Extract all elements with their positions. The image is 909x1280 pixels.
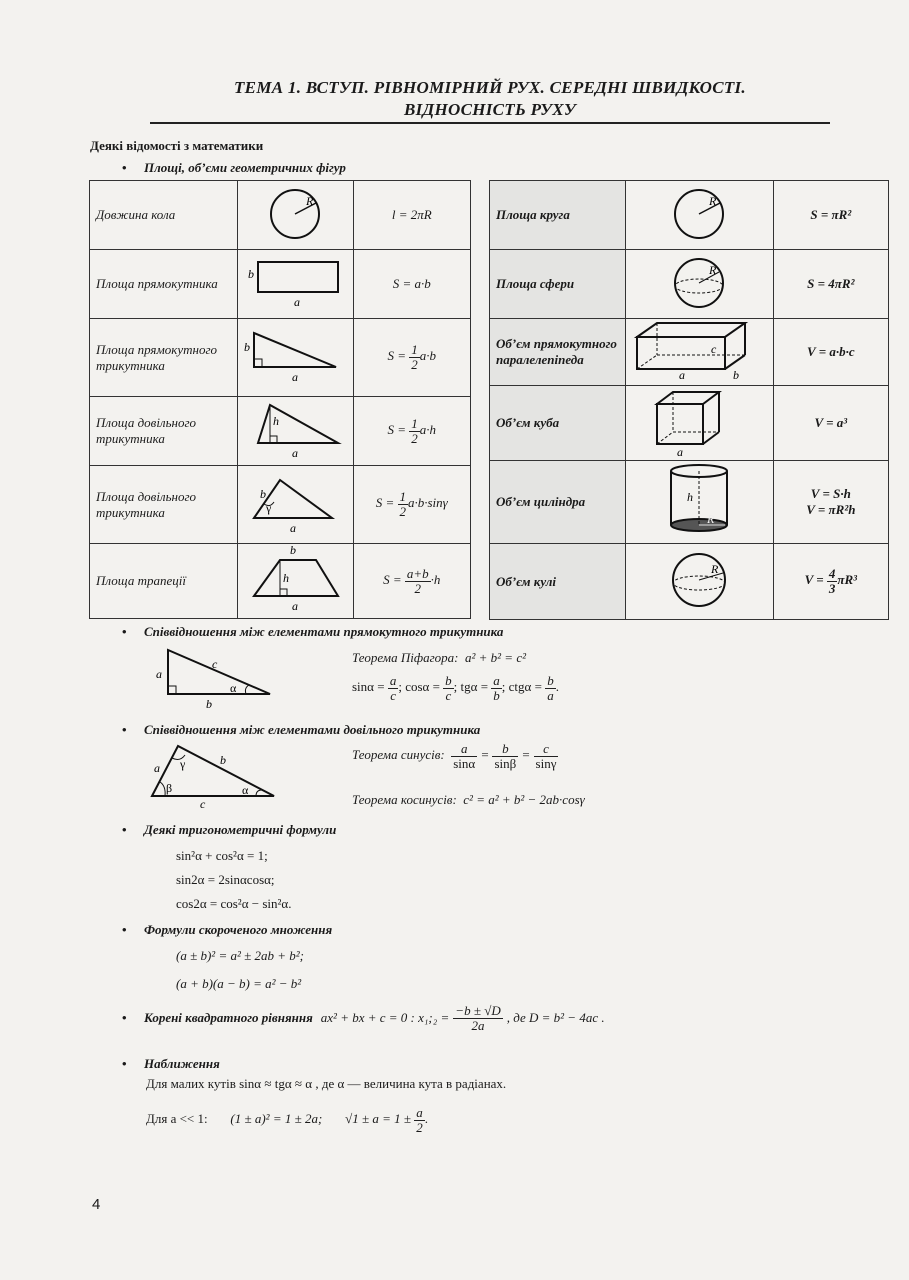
- areas-heading: • Площі, об’єми геометричних фігур: [122, 160, 346, 176]
- table-row: [490, 319, 889, 386]
- formula-part: ; tgα =: [453, 679, 489, 695]
- parallelepiped-figure: [625, 319, 773, 386]
- table-row: [90, 544, 471, 619]
- fraction: [491, 674, 502, 702]
- page-title: ТЕМА 1. ВСТУП. РІВНОМІРНИЙ РУХ. СЕРЕДНІ ШВИДКОСТІ.: [234, 78, 746, 97]
- table-row: [90, 250, 471, 319]
- fraction: [388, 674, 399, 702]
- fraction: [451, 742, 477, 770]
- table-row: [90, 466, 471, 544]
- row-name: Площа довільного трикутника: [90, 397, 238, 466]
- table-row: [90, 397, 471, 466]
- svg-text:R: R: [709, 263, 717, 277]
- row-formula: l = 2πR: [353, 181, 470, 250]
- svg-text:a: a: [156, 667, 162, 681]
- fraction: [453, 1004, 502, 1032]
- denominator: sinβ: [494, 755, 517, 771]
- numerator: 1: [411, 415, 418, 431]
- fraction: [398, 490, 409, 518]
- left-formula-table: [89, 180, 471, 619]
- numerator: 1: [399, 489, 406, 505]
- row-name: Об’єм прямокутного паралелепіпеда: [490, 319, 626, 386]
- svg-text:a: a: [292, 599, 299, 613]
- approx-line-2: [146, 1106, 428, 1134]
- svg-text:β: β: [166, 781, 173, 795]
- row-formula: [353, 466, 470, 544]
- row-name: Довжина кола: [90, 181, 238, 250]
- svg-text:h: h: [273, 414, 280, 428]
- svg-text:α: α: [242, 783, 249, 797]
- formula-part: S =: [383, 571, 405, 587]
- label: Для a << 1:: [146, 1111, 208, 1127]
- fraction: [492, 742, 518, 770]
- svg-text:h: h: [687, 490, 694, 504]
- denominator: 3: [828, 581, 836, 596]
- svg-text:b: b: [260, 486, 267, 501]
- equals: =: [480, 747, 490, 763]
- quadratic-heading: • Корені квадратного рівняння: [122, 1010, 313, 1025]
- svg-text:R: R: [711, 561, 719, 576]
- table-row: [490, 461, 889, 544]
- row-name: Об’єм куба: [490, 386, 626, 461]
- row-name: Площа довільного трикутника: [90, 466, 238, 544]
- svg-text:a: a: [292, 369, 299, 384]
- fraction: [409, 417, 420, 445]
- fraction: [443, 674, 454, 702]
- trig-formula-3: cos2α = cos²α − sin²α.: [176, 896, 292, 911]
- svg-text:b: b: [206, 697, 212, 711]
- denominator: 2: [416, 1119, 423, 1135]
- formula-part: a·h: [419, 421, 437, 437]
- denominator: b: [493, 687, 500, 703]
- svg-text:b: b: [733, 368, 740, 381]
- trig-formula-2: sin2α = 2sinαcosα;: [176, 872, 275, 887]
- cube-figure: [625, 386, 773, 461]
- table-row: [490, 250, 889, 319]
- triangle-angle-figure: [237, 466, 353, 544]
- row-name: Площа круга: [490, 181, 626, 250]
- svg-text:b: b: [290, 544, 297, 557]
- fraction: [534, 742, 559, 770]
- short-mult-formula-2: (a + b)(a − b) = a² − b²: [176, 976, 302, 991]
- row-formula: [353, 319, 470, 397]
- right-formula-table: [489, 180, 889, 620]
- denominator: sinγ: [535, 755, 557, 771]
- cosines-theorem: [352, 792, 585, 808]
- page-title-line2: ВІДНОСНІСТЬ РУХУ: [404, 100, 576, 119]
- formula-part: ·h: [430, 571, 441, 587]
- numerator: a: [389, 673, 397, 688]
- pythagoras: [352, 650, 526, 666]
- circle-figure: [237, 181, 353, 250]
- trig-heading: • Деякі тригонометричні формули: [122, 822, 336, 838]
- triangle-height-figure: [237, 397, 353, 466]
- title-underline: [150, 122, 830, 124]
- row-formula: S = πR²: [773, 181, 888, 250]
- svg-text:a: a: [290, 520, 297, 535]
- table-row: [490, 386, 889, 461]
- formula: √1 ± a = 1 ±: [345, 1111, 412, 1127]
- denominator: 2: [411, 430, 418, 446]
- formula-part: S =: [387, 348, 410, 364]
- sphere-figure: [625, 250, 773, 319]
- right-triangle-heading: • Співвідношення між елементами прямокутного трикутника: [122, 624, 503, 640]
- trapezoid-figure: [237, 544, 353, 619]
- row-name: Об’єм циліндра: [490, 461, 626, 544]
- right-triangle-figure: [237, 319, 353, 397]
- denominator: sinα: [453, 755, 476, 771]
- row-formula: [353, 544, 470, 619]
- rectangle-figure: [237, 250, 353, 319]
- formula-part: .: [555, 679, 559, 695]
- svg-text:c: c: [711, 342, 717, 356]
- trig-ratios: [352, 674, 559, 702]
- numerator: a: [451, 742, 477, 757]
- row-name: Площа прямокутника: [90, 250, 238, 319]
- formula-part: ; ctgα =: [501, 679, 542, 695]
- disc-figure: [625, 181, 773, 250]
- table-row: [90, 181, 471, 250]
- table-row: [90, 319, 471, 397]
- svg-text:R: R: [709, 194, 717, 208]
- row-name: Об’єм кулі: [490, 544, 626, 620]
- fraction: [414, 1106, 425, 1134]
- denominator: c: [445, 687, 452, 703]
- fraction: [545, 674, 556, 702]
- row-formula: [773, 544, 888, 620]
- numerator: 1: [411, 342, 418, 358]
- numerator: b: [492, 742, 518, 757]
- quadratic-roots: [122, 1004, 605, 1032]
- sines-theorem: [352, 742, 558, 770]
- svg-text:R: R: [707, 512, 715, 526]
- any-triangle-diagram: [138, 740, 288, 810]
- formula-line: V = S·h: [810, 486, 851, 501]
- table-row: [490, 181, 889, 250]
- formula-part: V =: [804, 572, 827, 588]
- formula-part: sinα =: [352, 679, 385, 695]
- row-name: Площа трапеції: [90, 544, 238, 619]
- formula-part: a·b: [419, 348, 437, 364]
- formula: a² + b² = c²: [464, 650, 526, 665]
- fraction: [405, 567, 431, 595]
- formula-part: a·b·sinγ: [408, 495, 448, 511]
- svg-text:γ: γ: [266, 500, 272, 515]
- formula: (1 ± a)² = 1 ± 2a;: [230, 1111, 323, 1127]
- any-triangle-heading: • Співвідношення між елементами довільного трикутника: [122, 722, 480, 738]
- fraction: [827, 567, 838, 595]
- svg-text:α: α: [230, 681, 237, 695]
- trig-formula-1: sin²α + cos²α = 1;: [176, 848, 268, 863]
- row-name: Площа прямокутного трикутника: [90, 319, 238, 397]
- row-formula: S = 4πR²: [773, 250, 888, 319]
- svg-text:b: b: [220, 753, 226, 767]
- svg-text:a: a: [294, 295, 301, 309]
- short-mult-formula-1: (a ± b)² = a² ± 2ab + b²;: [176, 948, 304, 963]
- equals: =: [521, 747, 531, 763]
- right-triangle-diagram: [150, 644, 280, 712]
- row-formula: V = a·b·c: [773, 319, 888, 386]
- label: Теорема косинусів:: [352, 792, 457, 807]
- row-name: Площа сфери: [490, 250, 626, 319]
- ball-figure: [625, 544, 773, 620]
- quadratic-equation: ax² + bx + c = 0 : x₁;₂ =: [320, 1009, 450, 1025]
- formula: c² = a² + b² − 2ab·cosγ: [463, 792, 585, 807]
- fraction: [409, 343, 420, 371]
- numerator: a: [416, 1105, 423, 1120]
- formula-part: .: [424, 1111, 429, 1127]
- approx-heading: • Наближення: [122, 1056, 220, 1072]
- numerator: b: [547, 673, 554, 688]
- svg-text:b: b: [244, 339, 251, 354]
- label: Теорема синусів:: [352, 747, 445, 763]
- denominator: c: [390, 687, 396, 703]
- denominator: a: [547, 687, 554, 703]
- row-formula: V = a³: [773, 386, 888, 461]
- formula-part: S =: [387, 421, 410, 437]
- row-formula: [773, 461, 888, 544]
- svg-text:a: a: [677, 445, 684, 456]
- svg-text:a: a: [292, 446, 299, 460]
- numerator: −b ± √D: [455, 1003, 501, 1018]
- short-mult-heading: • Формули скороченого множення: [122, 922, 332, 938]
- discriminant: , де D = b² − 4ac .: [506, 1009, 605, 1025]
- numerator: a: [493, 673, 500, 688]
- svg-text:c: c: [200, 797, 206, 810]
- denominator: 2: [399, 504, 406, 519]
- page-number: 4: [92, 1196, 101, 1213]
- svg-text:a: a: [154, 761, 160, 775]
- svg-text:b: b: [248, 267, 255, 281]
- cylinder-figure: [625, 461, 773, 544]
- numerator: c: [534, 742, 559, 757]
- numerator: 4: [828, 566, 836, 582]
- formula-line: V = πR²h: [806, 502, 856, 517]
- approx-line-1: Для малих кутів sinα ≈ tgα ≈ α , де α — величина кута в радіанах.: [146, 1076, 507, 1091]
- numerator: a+b: [406, 565, 429, 581]
- formula-part: ; cosα =: [398, 679, 440, 695]
- math-heading: Деякі відомості з математики: [90, 138, 264, 153]
- formula-part: πR³: [837, 572, 858, 588]
- numerator: b: [445, 673, 452, 688]
- svg-text:h: h: [283, 571, 290, 585]
- denominator: 2: [414, 580, 422, 596]
- row-formula: [353, 397, 470, 466]
- svg-text:a: a: [679, 368, 686, 381]
- svg-text:c: c: [212, 657, 218, 671]
- svg-text:γ: γ: [180, 757, 186, 771]
- formula-part: S =: [375, 495, 398, 511]
- label: Теорема Піфагора:: [352, 650, 459, 665]
- denominator: 2: [411, 357, 418, 372]
- svg-text:R: R: [306, 194, 314, 208]
- row-formula: S = a·b: [353, 250, 470, 319]
- denominator: 2a: [471, 1017, 485, 1033]
- table-row: [490, 544, 889, 620]
